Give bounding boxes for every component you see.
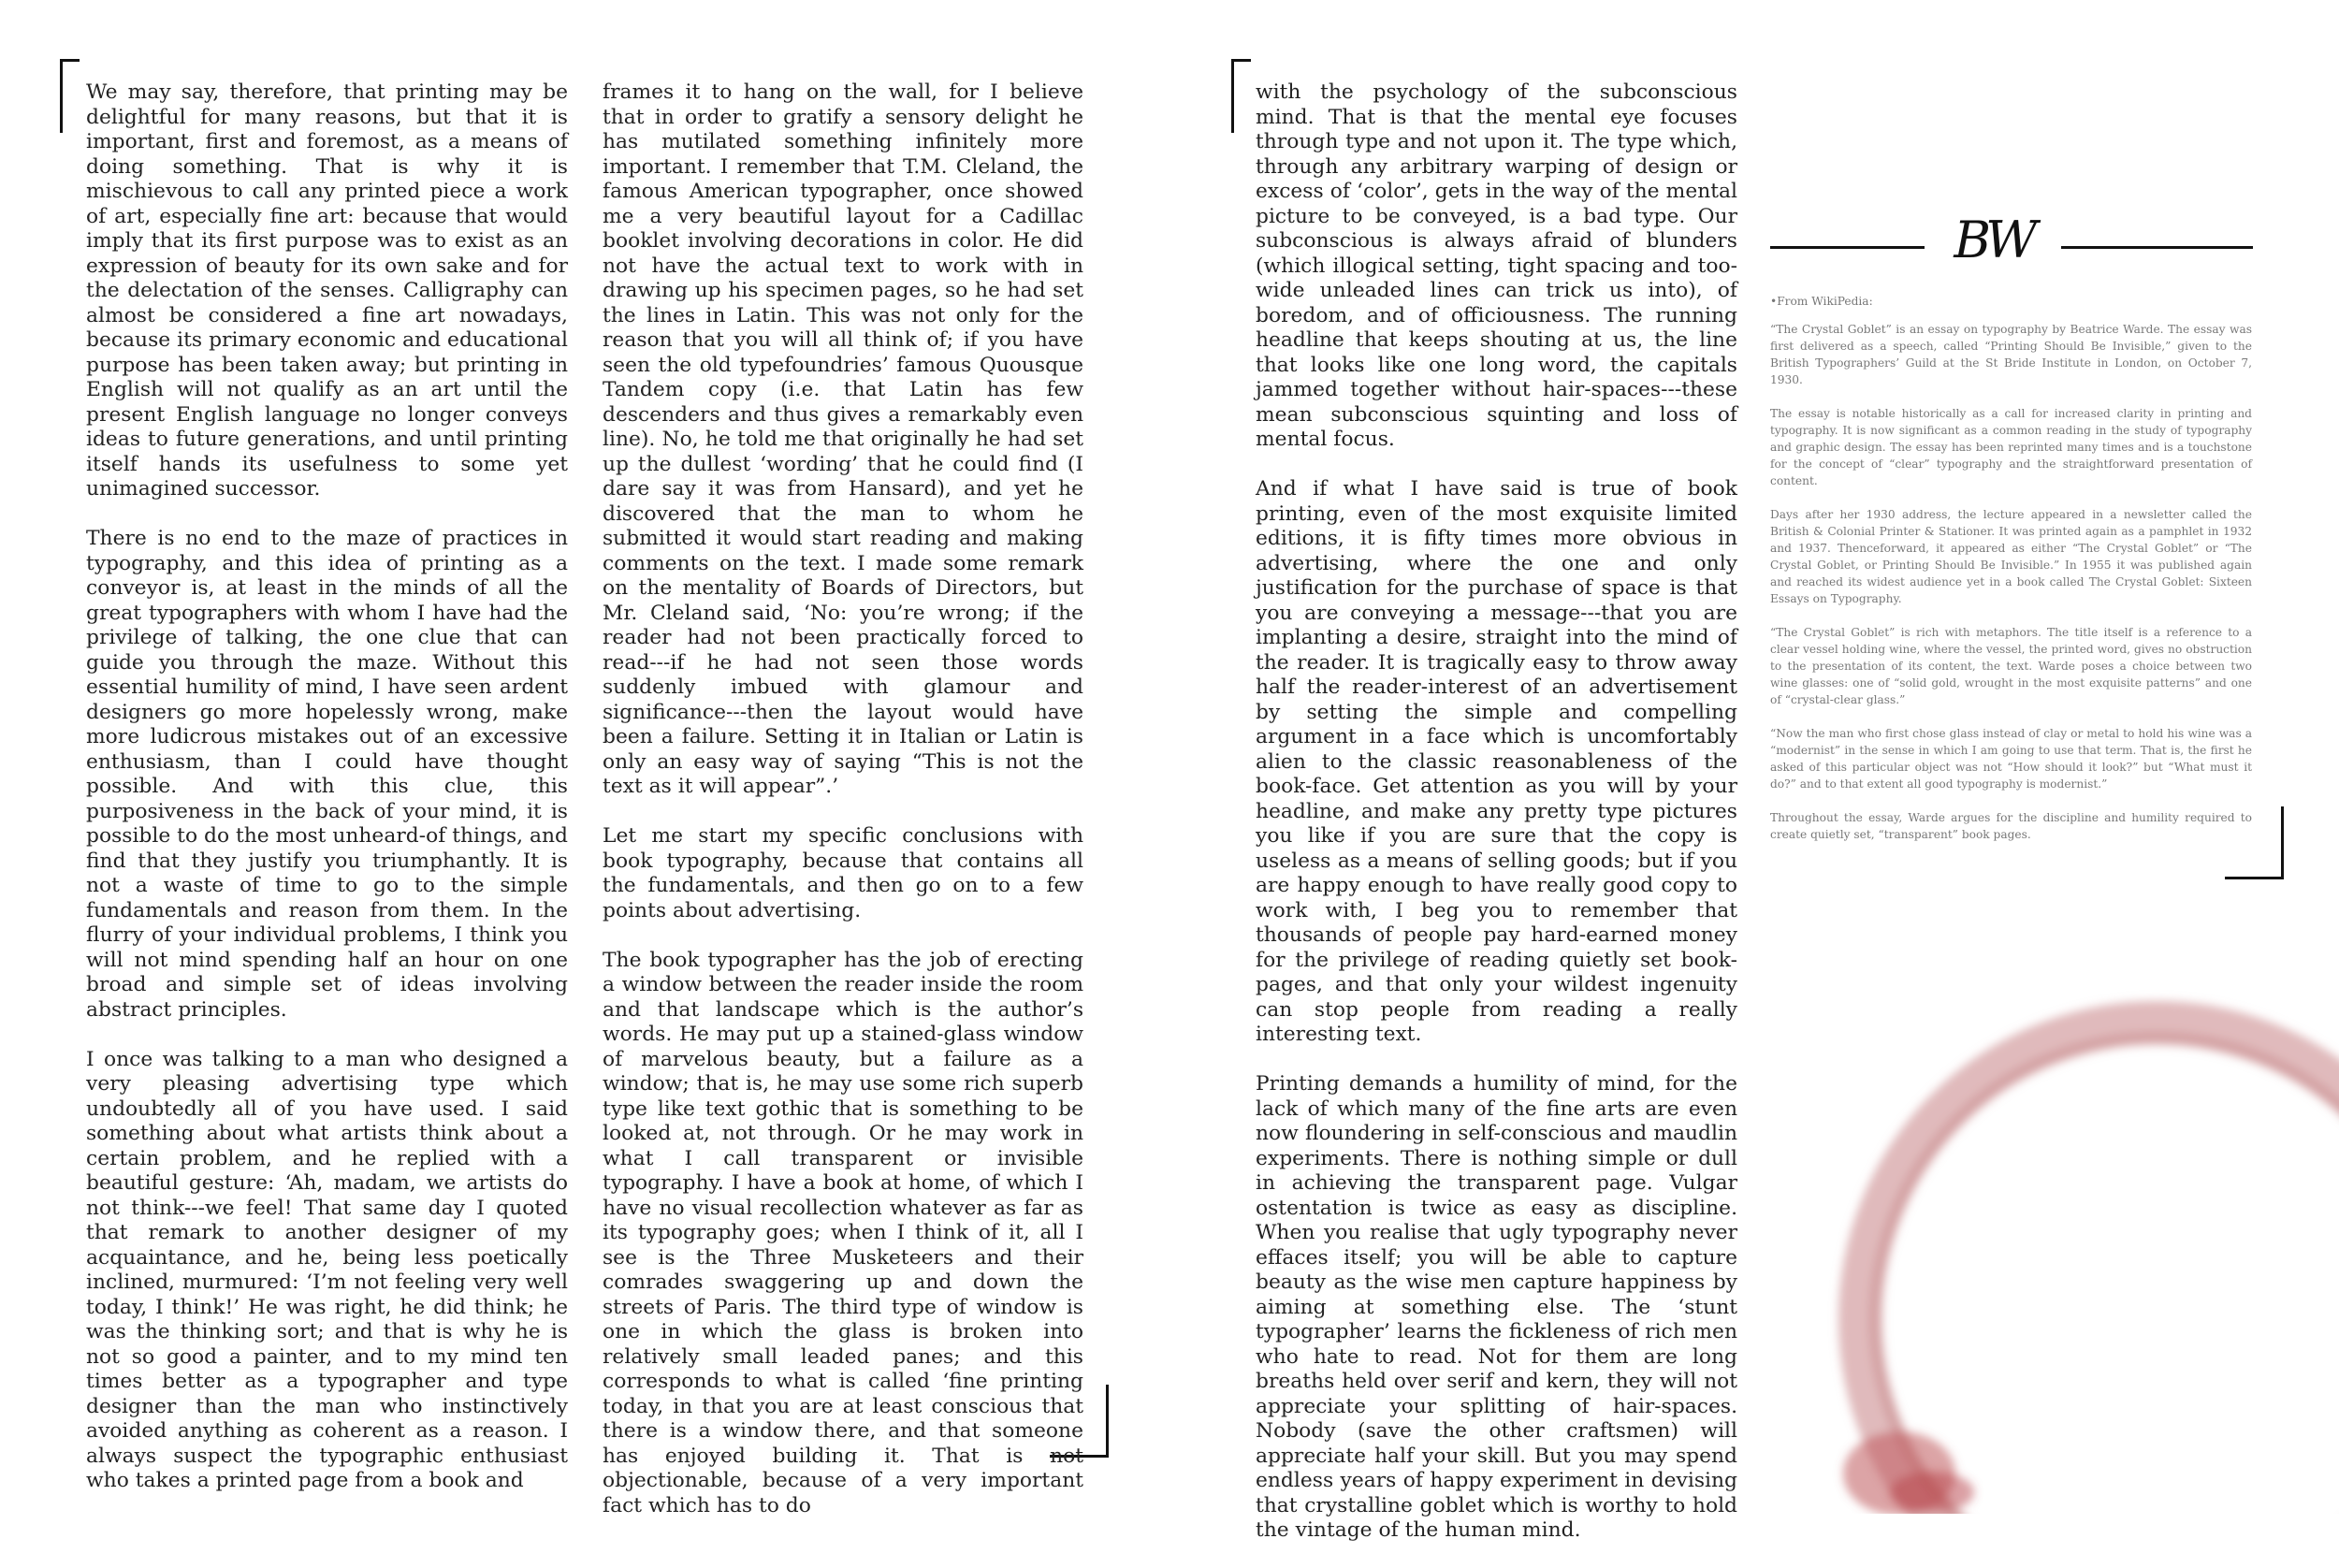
monogram-rule-right xyxy=(2061,246,2253,249)
sidebar-paragraph: “The Crystal Goblet” is an essay on typography by Beatrice Warde. The essay was first delivered as a speech, called “Printing Should Be Invisible,” given to the British Typographers’ Guild at the St Bride Institute in London, on October 7, 1930. xyxy=(1770,323,2252,386)
sidebar-paragraph: The essay is notable historically as a call for increased clarity in printing and typography. It is now significant as a common reading in the study of typography and graphic design. The essay has been reprinted many times and is a touchstone for the concept of “clear” typography and the straightforward presentation of content. xyxy=(1770,407,2252,487)
wine-stain-ring-image xyxy=(1768,964,2339,1514)
corner-bracket-top-left-page2 xyxy=(1231,59,1251,133)
paragraph: We may say, therefore, that printing may be delightful for many reasons, but that it is important, first and foremost, as a means of doing something. That is why it is mischievous to call any printed piece a work of art, especially fine art: because that would imply that its first purpose was to exist as an expression of beauty for its own sake and for the delectation of the senses. Calligraphy can almost be considered a fine art nowadays, because its primary economic and educational purpose has been taken away; but printing in English will not qualify as an art until the present English language no longer conveys ideas to future generations, and until printing itself hands its usefulness to some yet unimagined successor. xyxy=(86,80,568,501)
essay-column-1 xyxy=(86,80,568,1518)
sidebar-paragraph: “The Crystal Goblet” is rich with metaphors. The title itself is a reference to a clear vessel holding wine, where the vessel, the printed word, gives no obstruction to the presentation of its content, the text. Warde poses a choice between two wine glasses: one of “solid gold, wrought in the most exquisite patterns” and one of “crystal-clear glass.” xyxy=(1770,626,2252,706)
sidebar-paragraph: •From WikiPedia: xyxy=(1770,295,1873,308)
paragraph: The book typographer has the job of erecting a window between the reader inside the room and that landscape which is the author’s words. He may put up a stained-glass window of marvelous beauty, but a failure as a window; that is, he may use some rich superb type like text gothic that is something to be looked at, not through. Or he may work in what I call transparent or invisible typography. I have a book at home, of which I have no visual recollection whatever as far as its typography goes; when I think of it, all I see is the Three Musketeers and their comrades swaggering up and down the streets of Paris. The third type of window is one in which the glass is broken into relatively small leaded panes; and this corresponds to what is called ‘fine printing today, in that you are at least conscious that there is a window there, and that someone has enjoyed building it. That is not objectionable, because of a very important fact which has to do xyxy=(603,948,1083,1517)
paragraph: frames it to hang on the wall, for I believe that in order to gratify a sensory delight he has mutilated something infinitely more important. I remember that T.M. Cleland, the famous American typographer, once showed me a very beautiful layout for a Cadillac booklet involving decorations in color. He did not have the actual text to work with in drawing up his specimen pages, so he had set the lines in Latin. This was not only for the reason that you will all think of; if you have seen the old typefoundries’ famous Quousque Tandem copy (i.e. that Latin has few descenders and thus gives a remarkably even line). No, he told me that originally he had set up the dullest ‘wording’ that he could find (I dare say it was from Hansard), and yet he discovered that the man to whom he submitted it would start reading and making comments on the text. I made some remark on the mentality of Boards of Directors, but Mr. Cleland said, ‘No: you’re wrong; if the reader had not been practically forced to read---if he had not seen those words suddenly imbued with glamour and significance---then the layout would have been a failure. Setting it in Italian or Latin is only an easy way of saying “This is not the text as it will appear”.’ xyxy=(603,80,1083,798)
paragraph: with the psychology of the subconscious mind. That is that the mental eye focuses through type and not upon it. The type which, through any arbitrary warping of design or excess of ‘color’, gets in the way of the mental picture to be conveyed, is a bad type. Our subconscious is always afraid of blunders (which illogical setting, tight spacing and too-wide unleaded lines can trick us into), of boredom, and of officiousness. The running headline that keeps shouting at us, the line that looks like one long word, the capitals jammed together without hair-spaces---these mean subconscious squinting and loss of mental focus. xyxy=(1256,80,1737,451)
monogram: BW xyxy=(1954,211,2032,269)
paragraph: There is no end to the maze of practices in typography, and this idea of printing as a conveyor is, at least in the minds of all the great typographers with whom I have had the privilege of talking, the one clue that can guide you through the maze. Without this essential humility of mind, I have seen ardent designers go more hopelessly wrong, make more ludicrous mistakes out of an excessive enthusiasm, than I could have thought possible. And with this clue, this purposiveness in the back of your mind, it is possible to do the most unheard-of things, and find that they justify you triumphantly. It is not a waste of time to go to the simple fundamentals and reason from them. In the flurry of your individual problems, I think you will not mind spending half an hour on one broad and simple set of ideas involving abstract principles. xyxy=(86,527,568,1022)
essay-column-3 xyxy=(1256,80,1737,1568)
corner-bracket-top-left xyxy=(60,59,80,133)
paragraph: And if what I have said is true of book printing, even of the most exquisite limited editions, it is fifty times more obvious in advertising, where the one and only justification for the purchase of space is that you are conveying a message---that you are implanting a desire, straight into the mind of the reader. It is tragically easy to throw away half the reader-interest of an advertisement by setting the simple and compelling argument in a face which is uncomfortably alien to the classic reasonableness of the book-face. Get attention as you will by your headline, and make any pretty type pictures you like if you are sure that the copy is useless as a means of selling goods; but if you are happy enough to have really good copy to work with, I beg you to remember that thousands of people pay hard-earned money for the privilege of reading quietly set book-pages, and that only your wildest ingenuity can stop people from reading a really interesting text. xyxy=(1256,477,1737,1046)
monogram-rule-left xyxy=(1770,246,1925,249)
paragraph: Printing demands a humility of mind, for the lack of which many of the fine arts are even now floundering in self-conscious and maudlin experiments. There is nothing simple or dull in achieving the transparent page. Vulgar ostentation is twice as easy as discipline. When you realise that ugly typography never effaces itself; you will be able to capture beauty as the wise men capture happiness by aiming at something else. The ‘stunt typographer’ learns the fickleness of rich men who hate to read. Not for them are long breaths held over serif and kern, they will not appreciate your splitting of hair-spaces. Nobody (save the other craftsmen) will appreciate half your skill. But you may spend endless years of happy experiment in devising that crystalline goblet which is worthy to hold the vintage of the human mind. xyxy=(1256,1072,1737,1542)
sidebar-notes xyxy=(1770,293,2252,860)
paragraph: I once was talking to a man who designed a very pleasing advertising type which undoubtedly all of you have used. I said something about what artists think about a certain problem, and he replied with a beautiful gesture: ‘Ah, madam, we artists do not think---we feel! That same day I quoted that remark to another designer of my acquaintance, and he, being less poetically inclined, murmured: ‘I’m not feeling very well today, I think!’ He was right, he did think; he was the thinking sort; and that is why he is not so good a painter, and to my mind ten times better as a typographer and type designer than the man who instinctively avoided anything as coherent as a reason. I always suspect the typographic enthusiast who takes a printed page from a book and xyxy=(86,1047,568,1492)
sidebar-paragraph: Days after her 1930 address, the lecture appeared in a newsletter called the British & Colonial Printer & Stationer. It was printed again as a pamphlet in 1932 and 1937. Thenceforward, it appeared as either “The Crystal Goblet” or “The Crystal Goblet, or Printing Should Be Invisible.” In 1955 it was published again and reached its widest audience yet in a book called The Crystal Goblet: Sixteen Essays on Typography. xyxy=(1770,508,2252,605)
sidebar-paragraph: Throughout the essay, Warde argues for the discipline and humility required to create quietly set, “transparent” book pages. xyxy=(1770,811,2252,841)
essay-column-2 xyxy=(603,80,1083,1544)
paragraph: Let me start my specific conclusions with book typography, because that contains all the fundamentals, and then go on to a few points about advertising. xyxy=(603,824,1083,922)
sidebar-paragraph: “Now the man who first chose glass instead of clay or metal to hold his wine was a “modernist” in the sense in which I am going to use that term. That is, the first he asked of this particular object was not “How should it look?” but “What must it do?” and to that extent all good typography is modernist.” xyxy=(1770,727,2252,791)
